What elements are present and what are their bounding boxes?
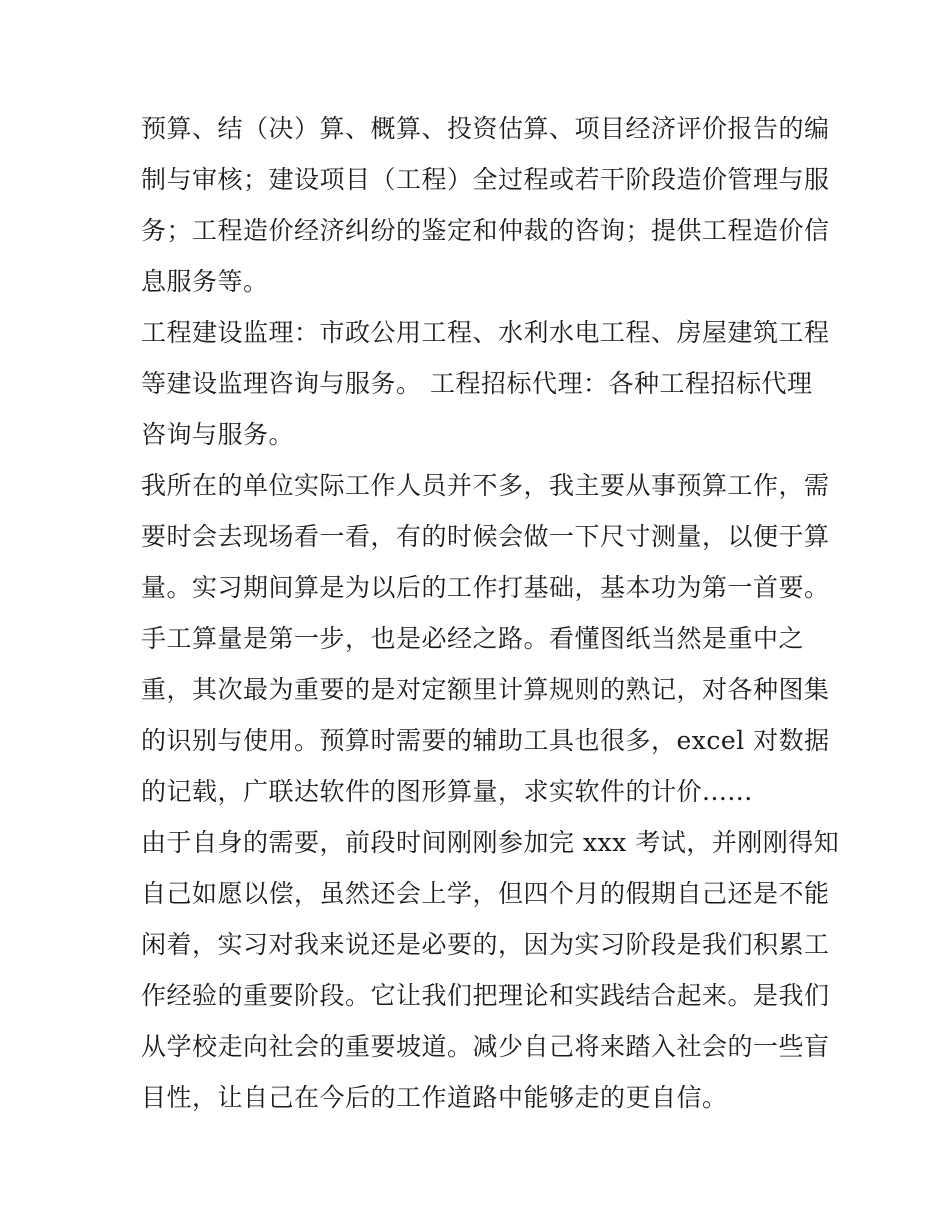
text-line: 作经验的重要阶段。它让我们把理论和实践结合起来。是我们 bbox=[141, 981, 830, 1010]
text-line: 闲着，实习对我来说还是必要的，因为实习阶段是我们积累工 bbox=[141, 930, 830, 959]
text-line: 我所在的单位实际工作人员并不多，我主要从事预算工作，需 bbox=[141, 471, 830, 500]
text-line: 等建设监理咨询与服务。 工程招标代理：各种工程招标代理 bbox=[141, 369, 813, 398]
paragraph-supervision-and-tendering bbox=[141, 307, 830, 460]
text-line: 的识别与使用。预算时需要的辅助工具也很多，excel 对数据 bbox=[141, 726, 830, 755]
text-line: 从学校走向社会的重要坡道。减少自己将来踏入社会的一些盲 bbox=[141, 1032, 830, 1061]
text-line: 重，其次最为重要的是对定额里计算规则的熟记，对各种图集 bbox=[141, 675, 830, 704]
text-line: 制与审核；建设项目（工程）全过程或若干阶段造价管理与服 bbox=[141, 165, 830, 194]
text-line: 要时会去现场看一看，有的时候会做一下尺寸测量，以便于算 bbox=[141, 522, 830, 551]
text-line: 息服务等。 bbox=[141, 267, 269, 296]
text-line: 务；工程造价经济纠纷的鉴定和仲裁的咨询；提供工程造价信 bbox=[141, 216, 830, 245]
paragraph-internship-reflection bbox=[141, 817, 840, 1123]
document-body bbox=[141, 103, 840, 1123]
text-line: 目性，让自己在今后的工作道路中能够走的更自信。 bbox=[141, 1083, 728, 1112]
text-line: 的记载，广联达软件的图形算量，求实软件的计价...... bbox=[141, 777, 753, 806]
text-line: 咨询与服务。 bbox=[141, 420, 295, 449]
text-line: 手工算量是第一步，也是必经之路。看懂图纸当然是重中之 bbox=[141, 624, 805, 653]
text-line: 工程建设监理：市政公用工程、水利水电工程、房屋建筑工程 bbox=[141, 318, 830, 347]
text-line: 由于自身的需要，前段时间刚刚参加完 xxx 考试，并刚刚得知 bbox=[141, 828, 840, 857]
text-line: 量。实习期间算是为以后的工作打基础，基本功为第一首要。 bbox=[141, 573, 830, 602]
paragraph-cost-consulting-services bbox=[141, 103, 830, 307]
text-line: 自己如愿以偿，虽然还会上学，但四个月的假期自己还是不能 bbox=[141, 879, 830, 908]
paragraph-work-description bbox=[141, 460, 830, 817]
text-line: 预算、结（决）算、概算、投资估算、项目经济评价报告的编 bbox=[141, 114, 830, 143]
